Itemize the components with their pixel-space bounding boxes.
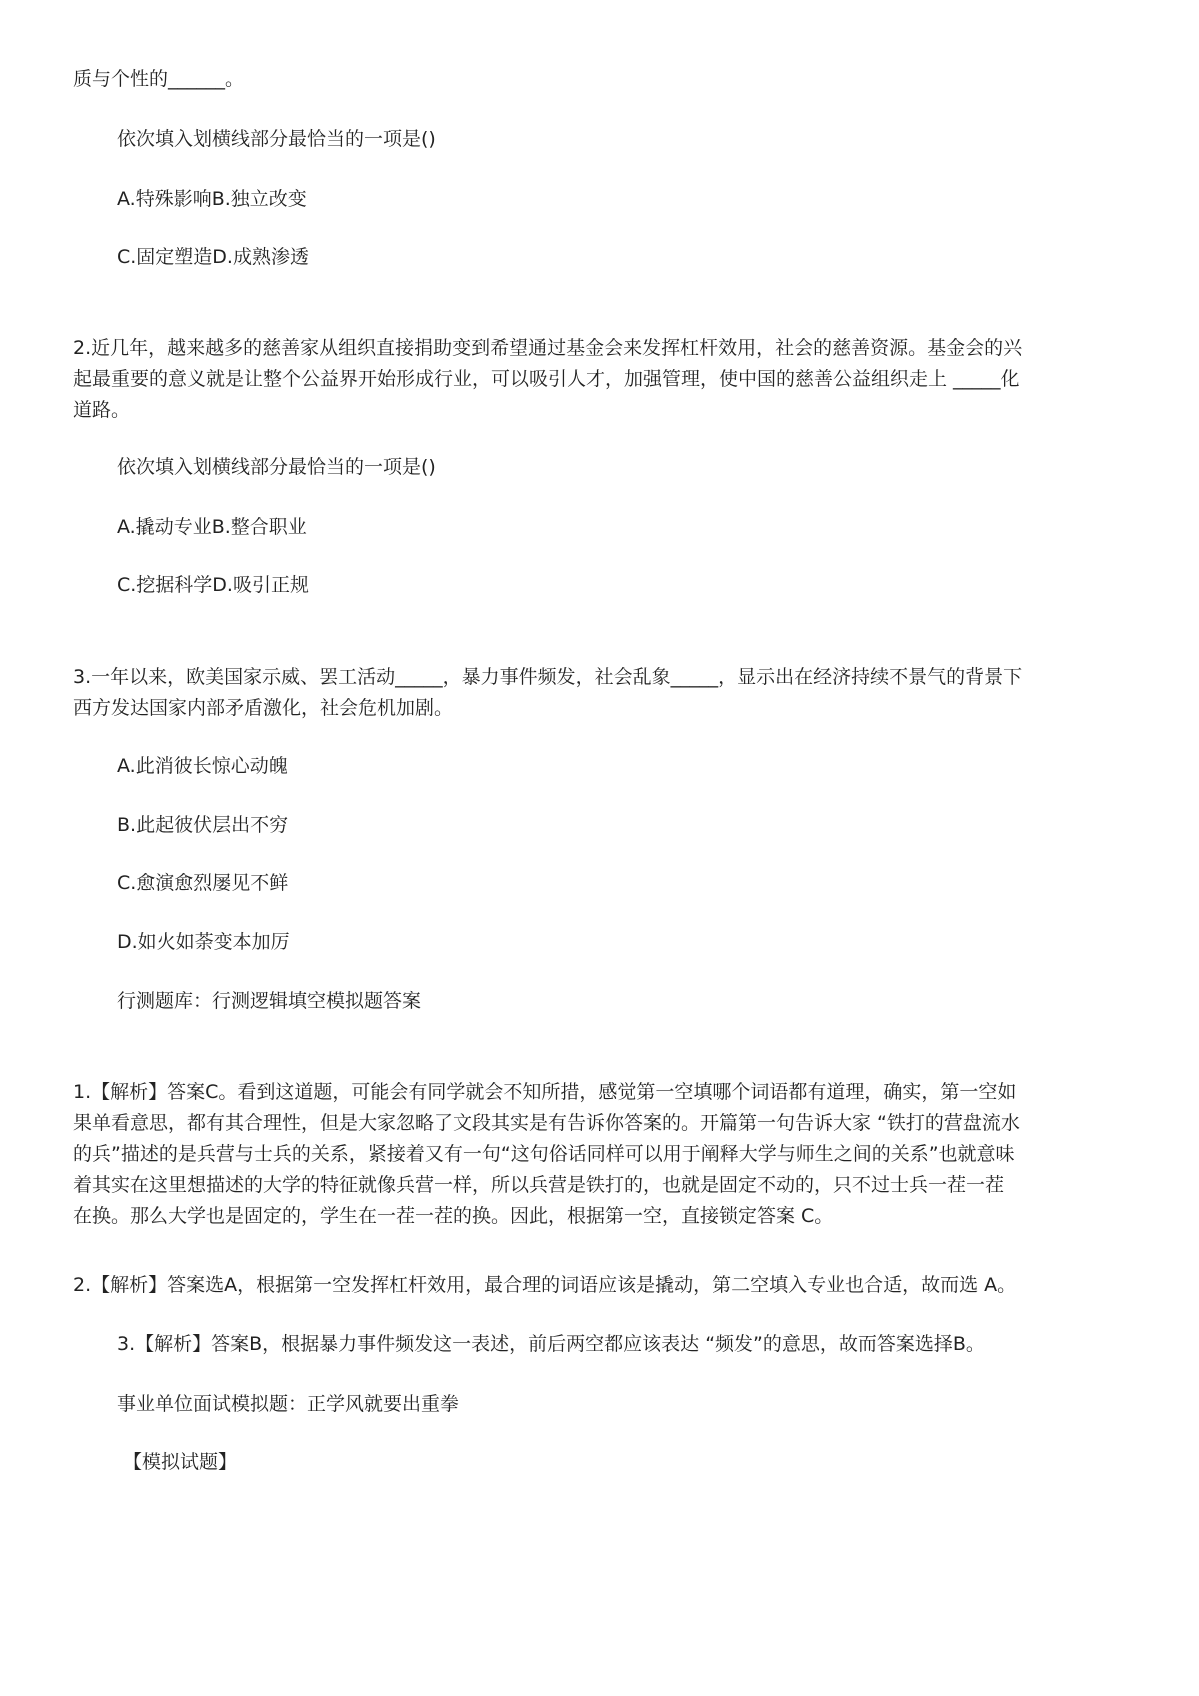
question-3-line: 西方发达国家内部矛盾激化，社会危机加剧。 bbox=[73, 697, 454, 719]
question-3-option-b: B.此起彼伏层出不穷 bbox=[117, 814, 289, 836]
question-2-options-ab: A.撬动专业B.整合职业 bbox=[117, 516, 307, 538]
answer-1 bbox=[73, 1077, 1133, 1232]
answers-section-title: 行测题库：行测逻辑填空模拟题答案 bbox=[117, 990, 422, 1012]
question-2-prompt: 依次填入划横线部分最恰当的一项是() bbox=[117, 456, 436, 478]
mock-question-heading: 【模拟试题】 bbox=[123, 1451, 238, 1473]
answer-1-line: 的兵”描述的是兵营与士兵的关系，紧接着又有一句“这句俗话同样可以用于阐释大学与师生之间的关系”也就意味 bbox=[73, 1143, 1015, 1165]
question-1-options-ab: A.特殊影响B.独立改变 bbox=[117, 188, 307, 210]
answer-2: 2.【解析】答案选A，根据第一空发挥杠杆效用，最合理的词语应该是撬动，第二空填入专业也合适，故而选 A。 bbox=[73, 1274, 1017, 1296]
question-3-stem bbox=[73, 662, 1133, 724]
question-1-prompt: 依次填入划横线部分最恰当的一项是() bbox=[117, 128, 436, 150]
question-2-line: 起最重要的意义就是让整个公益界开始形成行业，可以吸引人才，加强管理，使中国的慈善公益组织走上 _____化 bbox=[73, 368, 1020, 390]
question-2-options-cd: C.挖据科学D.吸引正规 bbox=[117, 574, 309, 596]
interview-section-title: 事业单位面试模拟题：正学风就要出重拳 bbox=[117, 1393, 460, 1415]
question-1-options-cd: C.固定塑造D.成熟渗透 bbox=[117, 246, 309, 268]
question-2-stem bbox=[73, 333, 1133, 426]
answer-3: 3.【解析】答案B，根据暴力事件频发这一表述，前后两空都应该表达 “频发”的意思，故而答案选择B。 bbox=[117, 1333, 985, 1355]
question-3-option-c: C.愈演愈烈屡见不鲜 bbox=[117, 872, 289, 894]
question-3-option-d: D.如火如荼变本加厉 bbox=[117, 931, 290, 953]
question-3-option-a: A.此消彼长惊心动魄 bbox=[117, 755, 288, 777]
question-1-tail: 质与个性的______。 bbox=[73, 68, 245, 90]
answer-1-line: 果单看意思，都有其合理性，但是大家忽略了文段其实是有告诉你答案的。开篇第一句告诉大家 “铁打的营盘流水 bbox=[73, 1112, 1020, 1134]
answer-1-line: 着其实在这里想描述的大学的特征就像兵营一样，所以兵营是铁打的，也就是固定不动的，只不过士兵一茬一茬 bbox=[73, 1174, 1005, 1196]
question-3-line: 3.一年以来，欧美国家示威、罢工活动_____，暴力事件频发，社会乱象_____，显示出在经济持续不景气的背景下 bbox=[73, 666, 1023, 688]
question-2-line: 2.近几年，越来越多的慈善家从组织直接捐助变到希望通过基金会来发挥杠杆效用，社会的慈善资源。基金会的兴 bbox=[73, 337, 1023, 359]
question-2-line: 道路。 bbox=[73, 399, 131, 421]
answer-1-line: 1.【解析】答案C。看到这道题，可能会有同学就会不知所措，感觉第一空填哪个词语都有道理，确实，第一空如 bbox=[73, 1081, 1017, 1103]
answer-1-line: 在换。那么大学也是固定的，学生在一茬一茬的换。因此，根据第一空，直接锁定答案 C。 bbox=[73, 1205, 834, 1227]
